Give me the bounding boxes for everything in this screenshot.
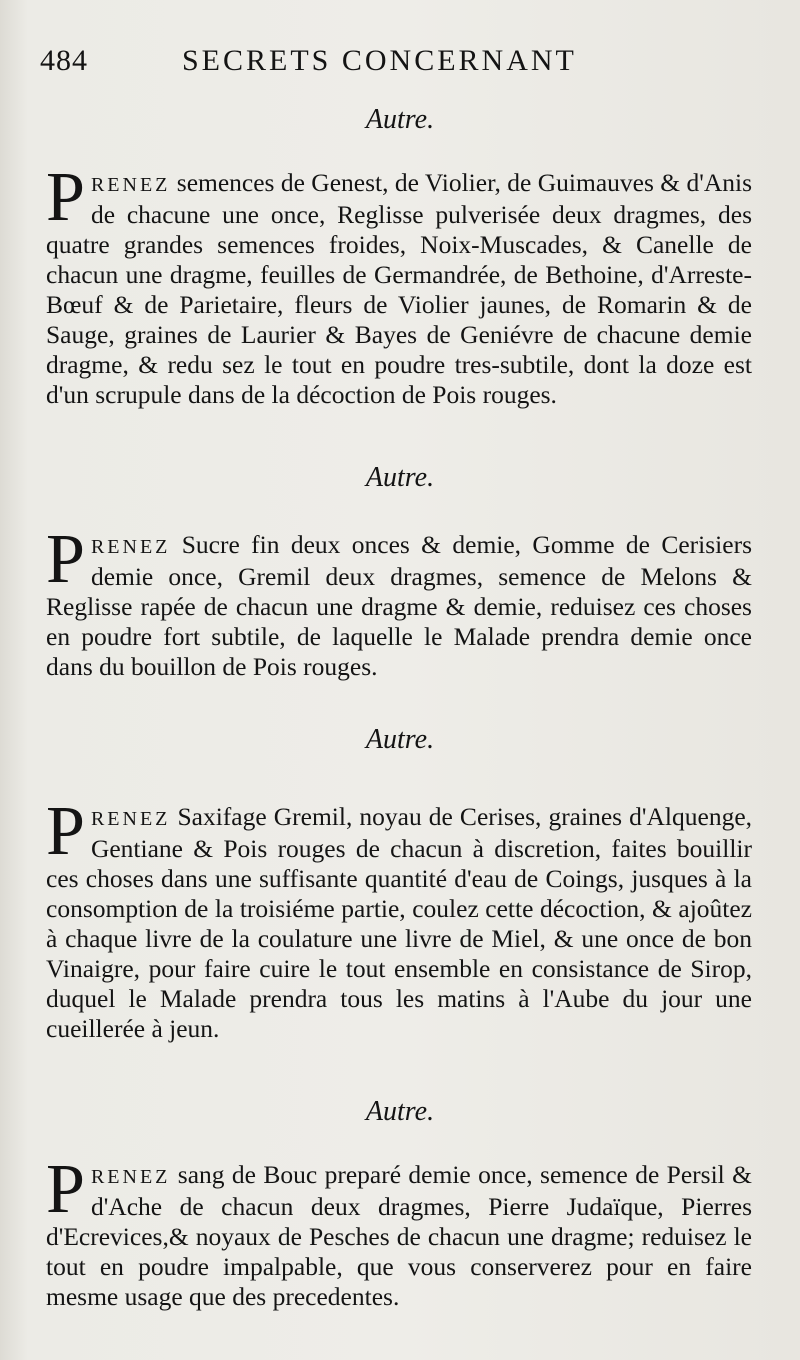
lead-word-1: RENEZ — [90, 174, 171, 196]
section-title-3: Autre. — [365, 724, 435, 755]
recipe-text-3: Saxifage Gremil, noyau de Cerises, graines d'Alquenge, Gentiane & Pois rouges de chacun à discretion, faites bouillir ces choses dans une suffisante quantité d'eau de Coings, jusques à la consomption de la troisiéme partie, coulez cette décoction, & ajoûtez à chaque livre de la coulature une livre de Miel, & une once de bon Vinaigre, pour faire cuire le tout ensemble en consistance de Sirop, duquel le Malade prendra tous les matins à l'Aube du jour une cueillerée à jeun. — [46, 802, 753, 1043]
section-title-4: Autre. — [365, 1096, 435, 1127]
lead-word-4: RENEZ — [90, 1166, 171, 1188]
recipe-text-4: sang de Bouc preparé demie once, semence de Persil & d'Ache de chacun deux dragmes, Pierre Judaïque, Pierres d'Ecrevices,& noyaux de Pesches de chacun une dragme; reduisez le tout en poudre impalpable, que vous conserverez pour en faire mesme usage que des precedentes. — [46, 1160, 752, 1311]
lead-word-3: RENEZ — [90, 808, 171, 830]
recipe-paragraph-1 — [46, 159, 753, 410]
page-number: 484 — [40, 44, 88, 77]
drop-cap-2: P — [46, 521, 85, 598]
recipe-text-2: Sucre fin deux onces & demie, Gomme de Cerisiers demie once, Gremil deux dragmes, semence de Melons & Reglisse rapée de chacun une dragme & demie, reduisez ces choses en poudre fort subtile, de laquelle le Malade prendra demie once dans du bouillon de Pois rouges. — [46, 530, 752, 681]
recipe-paragraph-3 — [46, 793, 753, 1044]
running-title: SECRETS CONCERNANT — [182, 44, 577, 77]
recipe-text-1: semences de Genest, de Violier, de Guimauves & d'Anis de chacune une once, Reglisse pulverisée deux dragmes, des quatre grandes semences froides, Noix-Muscades, & Canelle de chacun une dragme, feuilles de Germandrée, de Bethoine, d'Arreste-Bœuf & de Parietaire, fleurs de Violier jaunes, de Romarin & de Sauge, graines de Laurier & Bayes de Geniévre de chacune demie dragme, & redu sez le tout en poudre tres-subtile, dont la doze est d'un scrupule dans de la décoction de Pois rouges. — [46, 168, 753, 409]
recipe-paragraph-4 — [46, 1151, 752, 1312]
section-title-1: Autre. — [365, 104, 435, 135]
section-title-2: Autre. — [365, 462, 435, 493]
lead-word-2: RENEZ — [90, 536, 171, 558]
drop-cap-1: P — [46, 159, 85, 236]
page-header — [40, 40, 650, 80]
recipe-paragraph-2 — [46, 521, 752, 682]
drop-cap-4: P — [46, 1151, 85, 1228]
drop-cap-3: P — [46, 793, 85, 870]
